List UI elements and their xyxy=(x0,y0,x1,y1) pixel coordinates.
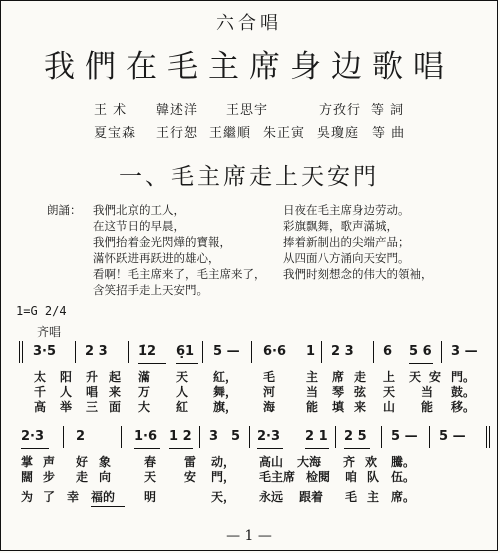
lyric-syllable: 闊 xyxy=(21,470,34,484)
barline xyxy=(321,341,322,363)
note-group: 1 2 xyxy=(169,429,192,444)
beam xyxy=(134,448,160,449)
lyric-syllable: 紅， xyxy=(213,370,238,384)
lyric-syllable: 安 xyxy=(184,470,197,484)
lyric-syllable: 当 xyxy=(421,385,434,399)
note-group: 3 xyxy=(209,429,219,444)
note-group: 2·3 xyxy=(257,429,281,444)
barline xyxy=(22,341,23,363)
beam xyxy=(305,448,329,449)
lyric-syllable: 山 xyxy=(383,400,396,414)
barline xyxy=(199,426,200,448)
lyric-syllable: 紅 xyxy=(176,400,189,414)
lyric-syllable: 唱 xyxy=(86,385,99,399)
note-group: 5 — xyxy=(391,429,418,444)
section-title: 一、毛主席走上天安門 xyxy=(119,164,379,190)
score-line-2-verse-1 xyxy=(1,453,499,469)
barline xyxy=(489,426,490,448)
beam xyxy=(21,448,49,449)
recitation-line: 捧着新制出的尖端产品； xyxy=(283,235,410,249)
lyric-syllable: 咱 xyxy=(345,470,358,484)
note-group: 5 6 xyxy=(409,344,432,359)
lyric-syllable: 上 xyxy=(383,370,396,384)
lyric-syllable: 門。 xyxy=(451,370,476,384)
lyric-syllable: 弦 xyxy=(354,385,367,399)
lyric-syllable: 能 xyxy=(421,400,434,414)
beam xyxy=(344,448,370,449)
lyric-syllable: 鼓。 xyxy=(451,385,476,399)
beam xyxy=(257,448,283,449)
lyric-syllable: 跟着 xyxy=(299,490,324,504)
credit-suffix: 等 曲 xyxy=(372,126,406,141)
lyric-syllable: 步 xyxy=(43,470,56,484)
lyric-syllable: 席 xyxy=(332,370,345,384)
note-group: 2 1 xyxy=(305,429,328,444)
lyric-syllable: 幸 xyxy=(67,490,80,504)
score-line-1-verse-2 xyxy=(1,383,499,399)
lyric-syllable: 万 xyxy=(138,385,151,399)
lyric-syllable: 走 xyxy=(76,470,89,484)
lyric-syllable: 永远 xyxy=(259,490,284,504)
note-group: 3·5 xyxy=(33,344,57,359)
lyric-syllable: 动， xyxy=(211,455,236,469)
page-number: — 1 — xyxy=(226,528,272,544)
lyric-syllable: 毛 xyxy=(263,370,276,384)
note-group: 3 — xyxy=(451,344,478,359)
recitation-line: 从四面八方涌向天安門。 xyxy=(283,251,410,265)
lyric-syllable: 主 xyxy=(367,490,380,504)
lyric-syllable: 席。 xyxy=(391,490,416,504)
beam xyxy=(138,363,166,364)
lyric-syllable: 掌 xyxy=(21,455,34,469)
recitation-line: 看啊！毛主席来了，毛主席来了， xyxy=(93,267,266,281)
note-group: 2 xyxy=(76,429,86,444)
composer-name: 吳瓊庭 xyxy=(317,126,360,141)
barline xyxy=(75,341,76,363)
note-group: 1 xyxy=(306,344,316,359)
recitation-left-column xyxy=(93,202,266,298)
lyric-syllable: 毛主席 xyxy=(259,470,296,484)
lyric-syllable: 阳 xyxy=(60,370,73,384)
beam xyxy=(176,363,198,364)
lyric-syllable: 舞， xyxy=(213,385,238,399)
lyric-syllable: 填 xyxy=(332,400,345,414)
note-group: 2·3 xyxy=(21,429,45,444)
lyric-syllable: 走 xyxy=(354,370,367,384)
recitation-line: 在这节日的早晨， xyxy=(93,219,185,233)
score-line-1-verse-1 xyxy=(1,368,499,384)
lyric-syllable: 安 xyxy=(429,370,442,384)
lyric-syllable: 当 xyxy=(306,385,319,399)
lyric-syllable: 队 xyxy=(367,470,380,484)
lyric-syllable: 太 xyxy=(34,370,47,384)
note-group: 5 xyxy=(231,429,241,444)
lyric-syllable: 检閱 xyxy=(306,470,331,484)
lyric-syllable: 人 xyxy=(176,385,189,399)
lyricist-credits xyxy=(1,99,497,117)
note-group: 1̇2 xyxy=(138,344,157,359)
barline xyxy=(486,426,487,448)
lyric-syllable: 天 xyxy=(176,370,189,384)
recitation-line: 我們抬着金光閃燁的寶報， xyxy=(93,235,231,249)
credit-suffix: 等 詞 xyxy=(371,103,405,118)
lyric-syllable: 滿 xyxy=(138,370,151,384)
note-group: 6·6 xyxy=(263,344,287,359)
lyric-syllable: 伍。 xyxy=(391,470,416,484)
lyric-syllable: 向 xyxy=(99,470,112,484)
score-line-2-verse-2 xyxy=(1,468,499,484)
lyric-syllable: 琴 xyxy=(332,385,345,399)
recitation-line: 我們北京的工人， xyxy=(93,203,185,217)
barline xyxy=(249,426,250,448)
beam xyxy=(169,448,193,449)
lyric-syllable: 齐 xyxy=(343,455,356,469)
lyric-syllable: 雷 xyxy=(184,455,197,469)
lyric-syllable: 旗， xyxy=(213,400,238,414)
barline xyxy=(251,341,252,363)
barline xyxy=(429,426,430,448)
composer-credits xyxy=(1,122,497,140)
composer-name: 朱正寅 xyxy=(263,126,306,141)
song-title: 我們在毛主席身边歌唱 xyxy=(44,49,454,85)
lyric-syllable: 毛 xyxy=(345,490,358,504)
barline xyxy=(63,426,64,448)
slur-underline xyxy=(91,506,125,507)
composer-name: 王行恕 xyxy=(156,126,199,141)
recitation-line: 含笑招手走上天安門。 xyxy=(93,283,208,297)
lyric-syllable: 春 xyxy=(144,455,157,469)
lyricist-name: 韓述洋 xyxy=(156,103,199,118)
lyric-syllable: 声 xyxy=(43,455,56,469)
lyric-syllable: 大 xyxy=(138,400,151,414)
lyric-syllable: 升 xyxy=(86,370,99,384)
recitation-line: 日夜在毛主席身边劳动。 xyxy=(283,203,410,217)
lyric-syllable: 天， xyxy=(211,490,236,504)
lyric-syllable: 大海 xyxy=(297,455,322,469)
lyric-syllable: 了 xyxy=(43,490,56,504)
barline xyxy=(121,426,122,448)
lyric-syllable: 福的 xyxy=(91,490,116,504)
note-group: 6 xyxy=(383,344,393,359)
lyric-syllable: 能 xyxy=(306,400,319,414)
performance-type: 六合唱 xyxy=(216,13,282,34)
note-group: 2 3 xyxy=(331,344,354,359)
lyric-syllable: 移。 xyxy=(451,400,476,414)
key-time-signature: 1=G 2/4 xyxy=(16,304,67,318)
lyric-syllable: 海 xyxy=(263,400,276,414)
lyricist-name: 王 术 xyxy=(94,103,128,118)
composer-name: 夏宝森 xyxy=(94,126,137,141)
score-line-2-verse-3 xyxy=(1,488,499,504)
lyric-syllable: 象 xyxy=(99,455,112,469)
recitation-line: 滿怀跃进再跃进的雄心， xyxy=(93,251,220,265)
lyric-syllable: 为 xyxy=(21,490,34,504)
lyric-syllable: 三 xyxy=(86,400,99,414)
recitation-right-column xyxy=(283,202,433,282)
lyric-syllable: 河 xyxy=(263,385,276,399)
barline xyxy=(335,426,336,448)
lyric-syllable: 騰。 xyxy=(391,455,416,469)
lyric-syllable: 天 xyxy=(383,385,396,399)
note-group: 5 — xyxy=(439,429,466,444)
lyricist-name: 方孜行 xyxy=(319,103,362,118)
note-group: 2 5 xyxy=(344,429,367,444)
lyric-syllable: 面 xyxy=(109,400,122,414)
lyric-syllable: 来 xyxy=(109,385,122,399)
lyric-syllable: 高山 xyxy=(259,455,284,469)
lyric-syllable: 天 xyxy=(144,470,157,484)
note-group: 1·6 xyxy=(134,429,158,444)
lyric-syllable: 高 xyxy=(34,400,47,414)
lyric-syllable: 来 xyxy=(354,400,367,414)
barline xyxy=(373,341,374,363)
composer-name: 王繼順 xyxy=(209,126,252,141)
barline xyxy=(128,341,129,363)
barline xyxy=(381,426,382,448)
lyric-syllable: 門， xyxy=(211,470,236,484)
barline xyxy=(19,341,20,363)
lyric-syllable: 举 xyxy=(60,400,73,414)
recitation-line: 我們时刻想念的伟大的領袖， xyxy=(283,267,433,281)
note-group: 6̣1 xyxy=(176,344,195,359)
note-group: 2 3 xyxy=(85,344,108,359)
beam xyxy=(409,363,433,364)
lyricist-name: 王思宇 xyxy=(226,103,269,118)
lyric-syllable: 起 xyxy=(109,370,122,384)
recitation-label: 朗誦： xyxy=(47,203,82,217)
barline xyxy=(202,341,203,363)
lyric-syllable: 主 xyxy=(306,370,319,384)
lyric-syllable: 欢 xyxy=(365,455,378,469)
score-line-2-notes xyxy=(1,429,499,449)
note-group: 5 — xyxy=(213,344,240,359)
lyric-syllable: 好 xyxy=(76,455,89,469)
barline xyxy=(441,341,442,363)
recitation-line: 彩旗飘舞，歌声滿城， xyxy=(283,219,398,233)
lyric-syllable: 天 xyxy=(409,370,422,384)
lyric-syllable: 千 xyxy=(34,385,47,399)
score-line-1-verse-3 xyxy=(1,398,499,414)
lyric-syllable: 人 xyxy=(60,385,73,399)
chorus-label: 齐唱 xyxy=(37,325,62,339)
lyric-syllable: 明 xyxy=(144,490,157,504)
